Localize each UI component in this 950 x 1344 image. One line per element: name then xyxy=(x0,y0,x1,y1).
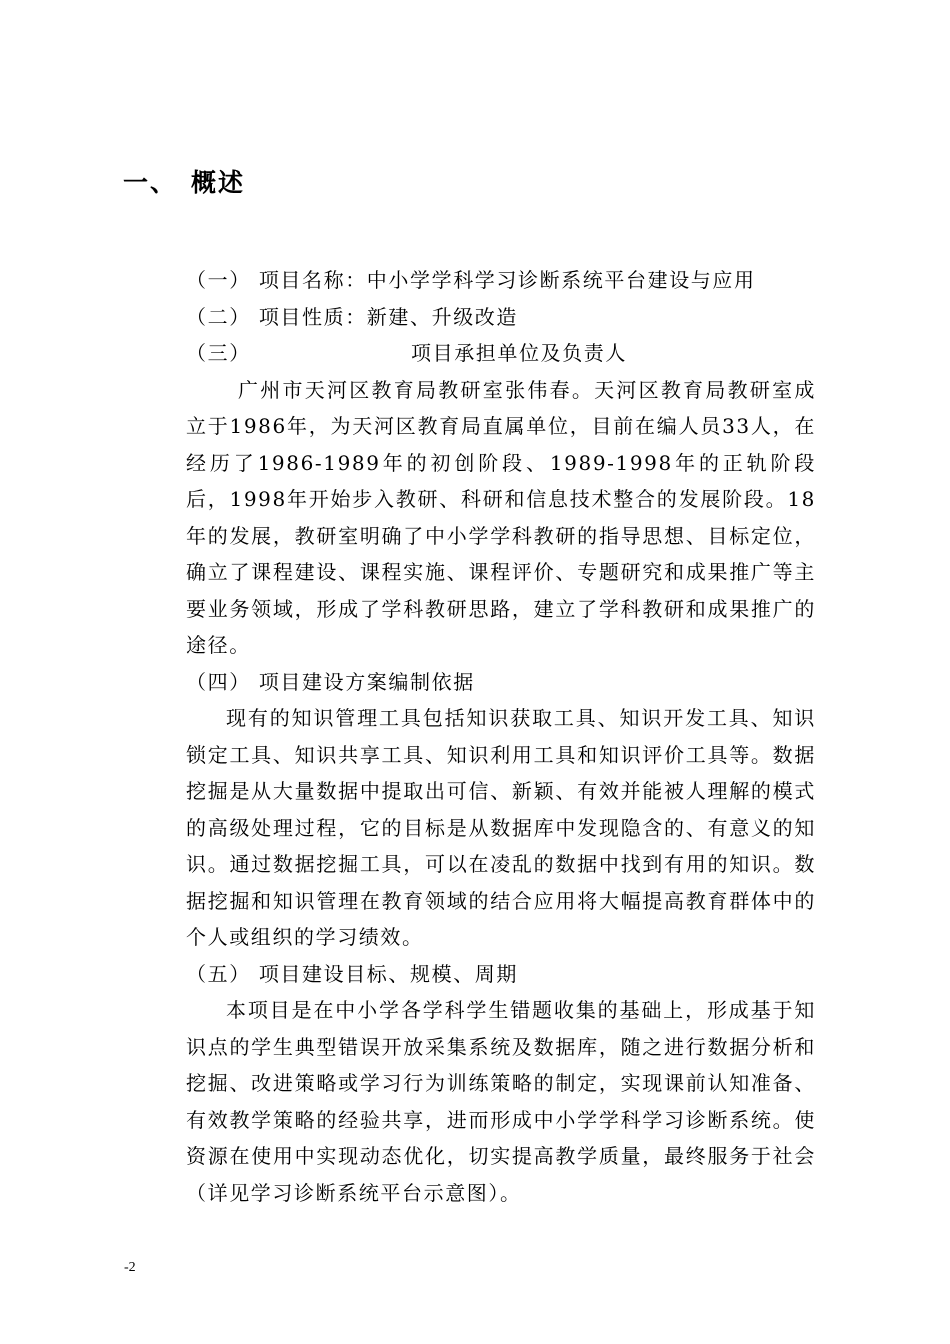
section-item-1 xyxy=(186,262,816,299)
section-heading xyxy=(123,163,245,199)
paragraph-basis: 现有的知识管理工具包括知识获取工具、知识开发工具、知识锁定工具、知识共享工具、知识利用工具和知识评价工具等。数据挖掘是从大量数据中提取出可信、新颖、有效并能被人理解的模式的高级处理过程，它的目标是从数据库中发现隐含的、有意义的知识。通过数据挖掘工具，可以在凌乱的数据中找到有用的知识。数据挖掘和知识管理在教育领域的结合应用将大幅提高教育群体中的个人或组织的学习绩效。 xyxy=(186,706,816,949)
section-text: 项目名称：中小学学科学习诊断系统平台建设与应用 xyxy=(258,268,756,292)
section-label: （一） xyxy=(186,268,251,292)
paragraph-organization: 广州市天河区教育局教研室张伟春。天河区教育局教研室成立于1986年，为天河区教育局直属单位，目前在编人员33人，在经历了1986-1989年的初创阶段、1989-1998年的正轨阶段后，1998年开始步入教研、科研和信息技术整合的发展阶段。18年的发展，教研室明确了中小学学科教研的指导思想、目标定位，确立了课程建设、课程实施、课程评价、专题研究和成果推广等主要业务领域，形成了学科教研思路，建立了学科教研和成果推广的途径。 xyxy=(186,377,816,657)
section-text: 项目建设目标、规模、周期 xyxy=(258,961,519,986)
page-number: -2 xyxy=(124,1260,136,1275)
section-text: 项目建设方案编制依据 xyxy=(258,669,475,694)
section-item-3 xyxy=(186,335,816,372)
paragraph-goals: 本项目是在中小学各学科学生错题收集的基础上，形成基于知识点的学生典型错误开放采集系统及数据库，随之进行数据分析和挖掘、改进策略或学习行为训练策略的制定，实现课前认知准备、有效教学策略的经验共享，进而形成中小学学科学习诊断系统。使资源在使用中实现动态优化，切实提高教学质量，最终服务于社会（详见学习诊断系统平台示意图）。 xyxy=(186,998,816,1205)
heading-title: 概述 xyxy=(191,168,246,197)
section-item-4 xyxy=(186,664,816,701)
section-label: （四） xyxy=(186,669,251,694)
section-text: 项目性质：新建、升级改造 xyxy=(258,304,519,329)
section-text: 项目承担单位及负责人 xyxy=(411,341,627,365)
section-label: （五） xyxy=(186,961,251,986)
document-body xyxy=(186,262,816,1211)
section-item-5 xyxy=(186,956,816,993)
section-label: （三） xyxy=(186,341,251,365)
heading-number: 一、 xyxy=(123,168,178,197)
section-label: （二） xyxy=(186,304,251,329)
section-item-2 xyxy=(186,299,816,336)
